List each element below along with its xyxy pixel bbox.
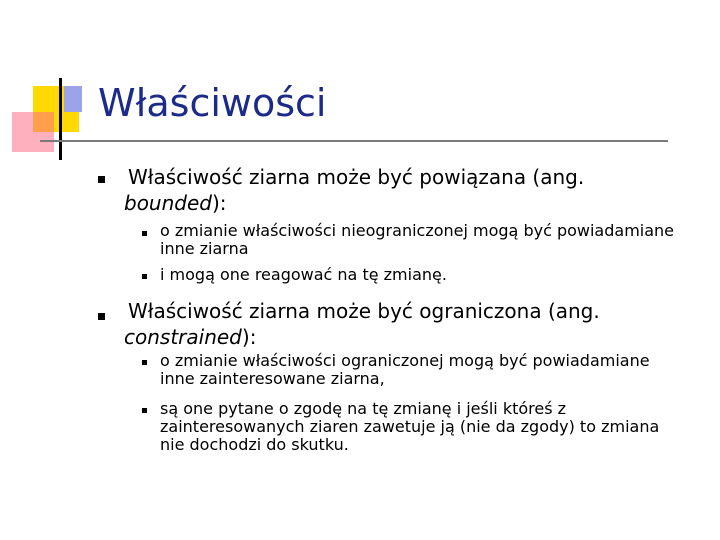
sub-bullet-marker	[142, 231, 147, 236]
decor-pink-square	[12, 112, 54, 152]
sub-bullet-marker	[142, 408, 147, 413]
bullet-1-text: Właściwość ziarna może być powiązana (ang.	[128, 165, 585, 189]
slide-title: Właściwości	[98, 81, 327, 125]
sub-bullet-1-2: i mogą one reagować na tę zmianę.	[160, 265, 447, 284]
bullet-1-term: bounded	[124, 191, 212, 215]
bullet-marker	[98, 176, 105, 183]
decor-blue-square	[64, 86, 82, 112]
sub-bullet-2-1: o zmianie właściwości ograniczonej mogą być powiadamiane inne zainteresowane ziarna,	[160, 351, 650, 388]
sub-bullet-1-1: o zmianie właściwości nieograniczonej mogą być powiadamiane inne ziarna	[160, 221, 675, 258]
bullet-2	[124, 298, 688, 350]
bullet-2-term: constrained	[124, 325, 242, 349]
sub-bullet-marker	[142, 274, 147, 279]
title-underline	[40, 140, 668, 142]
bullet-2-suffix: ):	[241, 325, 257, 349]
sub-bullet-marker	[142, 360, 147, 365]
bullet-marker	[98, 313, 105, 320]
sub-bullet-2-2: są one pytane o zgodę na tę zmianę i jeśli któreś z zainteresowanych ziaren zawetuje ją (nie da zgody) to zmiana nie dochodzi do skutku.	[160, 399, 660, 454]
decor-vertical-line	[59, 78, 62, 160]
bullet-2-text: Właściwość ziarna może być ograniczona (ang.	[128, 299, 600, 323]
bullet-1	[124, 164, 688, 216]
bullet-1-suffix: ):	[211, 191, 227, 215]
